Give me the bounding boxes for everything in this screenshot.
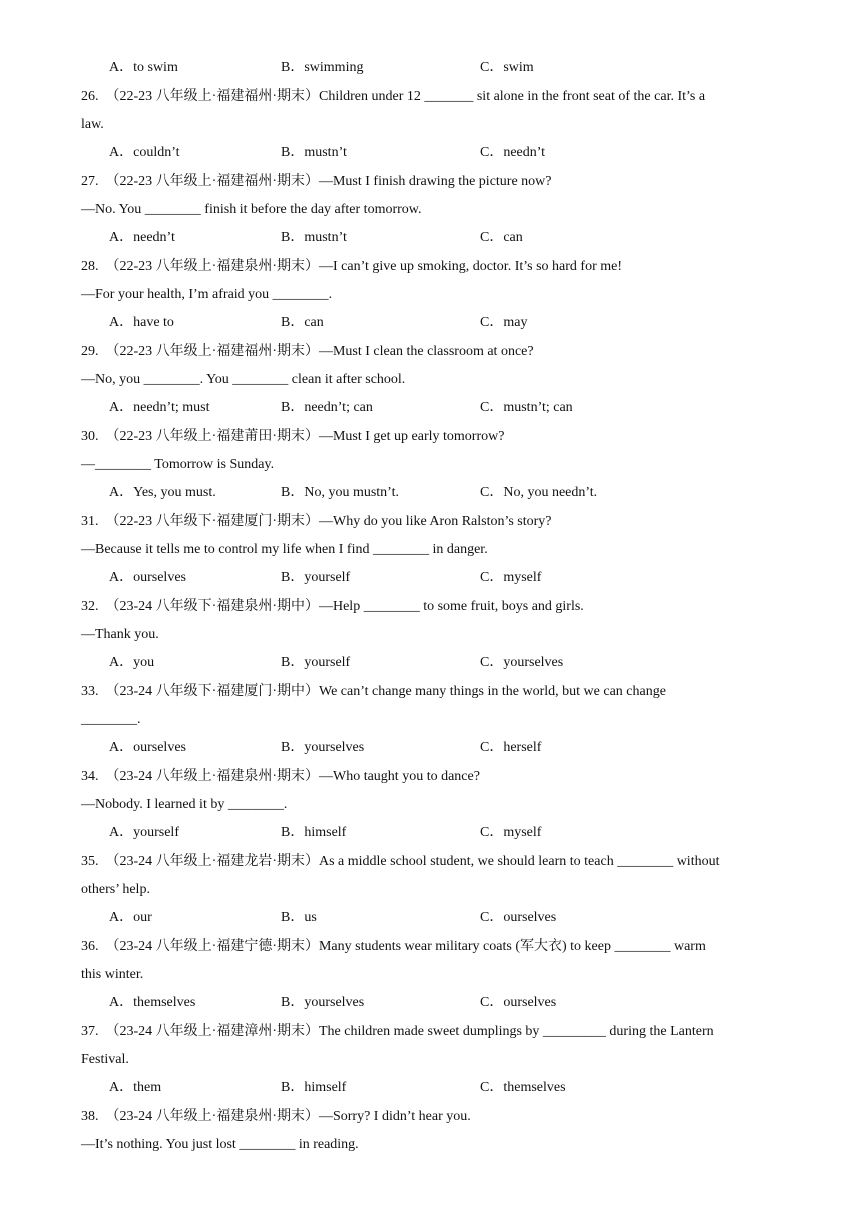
question-line: 30. （22-23 八年级上·福建莆田·期末）—Must I get up early tomorrow? bbox=[81, 429, 505, 444]
question-line: —No, you ________. You ________ clean it after school. bbox=[81, 372, 406, 387]
question-line: 33. （23-24 八年级下·福建厦门·期中）We can’t change many things in the world, but we can change bbox=[81, 684, 666, 699]
option-a: A．couldn’t bbox=[109, 145, 180, 160]
question-line: 37. （23-24 八年级上·福建漳州·期末）The children made sweet dumplings by _________ during the Lantern bbox=[81, 1024, 714, 1039]
option-b: B．yourself bbox=[281, 570, 351, 585]
option-a: A．our bbox=[109, 910, 152, 925]
question-line: ________. bbox=[81, 712, 141, 727]
option-a: A．needn’t bbox=[109, 230, 175, 245]
answer-options bbox=[109, 908, 789, 928]
option-b: B．swimming bbox=[281, 60, 364, 75]
question-line: —Nobody. I learned it by ________. bbox=[81, 797, 288, 812]
answer-options bbox=[109, 823, 789, 843]
option-a: A．you bbox=[109, 655, 155, 670]
answer-options bbox=[109, 313, 789, 333]
question-line: 32. （23-24 八年级下·福建泉州·期中）—Help ________ to some fruit, boys and girls. bbox=[81, 599, 584, 614]
question-line: 31. （22-23 八年级下·福建厦门·期末）—Why do you like Aron Ralston’s story? bbox=[81, 514, 552, 529]
question-line: 38. （23-24 八年级上·福建泉州·期末）—Sorry? I didn’t hear you. bbox=[81, 1109, 471, 1124]
option-b: B．yourself bbox=[281, 655, 351, 670]
question-line: —For your health, I’m afraid you ________. bbox=[81, 287, 333, 302]
question-line: 36. （23-24 八年级上·福建宁德·期末）Many students wear military coats (军大衣) to keep ________ warm bbox=[81, 939, 706, 954]
option-c: C．can bbox=[480, 230, 523, 245]
option-b: B．us bbox=[281, 910, 317, 925]
option-a: A．needn’t; must bbox=[109, 400, 210, 415]
question-line: 26. （22-23 八年级上·福建福州·期末）Children under 12 _______ sit alone in the front seat of the car. It’s a bbox=[81, 89, 706, 104]
answer-options bbox=[109, 58, 789, 78]
question-line: 29. （22-23 八年级上·福建福州·期末）—Must I clean the classroom at once? bbox=[81, 344, 534, 359]
answer-options bbox=[109, 738, 789, 758]
answer-options bbox=[109, 1078, 789, 1098]
option-b: B．yourselves bbox=[281, 995, 365, 1010]
question-line: 27. （22-23 八年级上·福建福州·期末）—Must I finish drawing the picture now? bbox=[81, 174, 552, 189]
option-b: B．can bbox=[281, 315, 324, 330]
option-b: B．mustn’t bbox=[281, 230, 347, 245]
option-c: C．ourselves bbox=[480, 910, 557, 925]
option-a: A．to swim bbox=[109, 60, 178, 75]
option-a: A．ourselves bbox=[109, 740, 186, 755]
option-b: B．No, you mustn’t. bbox=[281, 485, 399, 500]
option-a: A．yourself bbox=[109, 825, 179, 840]
option-c: C．herself bbox=[480, 740, 542, 755]
option-b: B．himself bbox=[281, 1080, 347, 1095]
question-line: 34. （23-24 八年级上·福建泉州·期末）—Who taught you to dance? bbox=[81, 769, 480, 784]
option-b: B．yourselves bbox=[281, 740, 365, 755]
question-line: —Thank you. bbox=[81, 627, 159, 642]
question-line: Festival. bbox=[81, 1052, 129, 1067]
option-a: A．have to bbox=[109, 315, 174, 330]
question-line: 35. （23-24 八年级上·福建龙岩·期末）As a middle school student, we should learn to teach ________ without bbox=[81, 854, 720, 869]
question-line: —No. You ________ finish it before the day after tomorrow. bbox=[81, 202, 422, 217]
option-a: A．them bbox=[109, 1080, 162, 1095]
answer-options bbox=[109, 993, 789, 1013]
option-c: C．mustn’t; can bbox=[480, 400, 573, 415]
option-c: C．themselves bbox=[480, 1080, 566, 1095]
option-a: A．ourselves bbox=[109, 570, 186, 585]
option-a: A．Yes, you must. bbox=[109, 485, 216, 500]
question-line: law. bbox=[81, 117, 104, 132]
option-c: C．swim bbox=[480, 60, 534, 75]
option-c: C．may bbox=[480, 315, 528, 330]
option-c: C．yourselves bbox=[480, 655, 564, 670]
option-c: C．No, you needn’t. bbox=[480, 485, 598, 500]
question-line: others’ help. bbox=[81, 882, 150, 897]
answer-options bbox=[109, 398, 789, 418]
option-c: C．myself bbox=[480, 570, 542, 585]
answer-options bbox=[109, 143, 789, 163]
option-c: C．needn’t bbox=[480, 145, 546, 160]
option-b: B．needn’t; can bbox=[281, 400, 373, 415]
answer-options bbox=[109, 228, 789, 248]
question-line: —It’s nothing. You just lost ________ in reading. bbox=[81, 1137, 359, 1152]
option-c: C．ourselves bbox=[480, 995, 557, 1010]
question-line: —Because it tells me to control my life when I find ________ in danger. bbox=[81, 542, 488, 557]
question-line: —________ Tomorrow is Sunday. bbox=[81, 457, 275, 472]
option-b: B．mustn’t bbox=[281, 145, 347, 160]
option-c: C．myself bbox=[480, 825, 542, 840]
option-b: B．himself bbox=[281, 825, 347, 840]
question-line: this winter. bbox=[81, 967, 144, 982]
answer-options bbox=[109, 568, 789, 588]
question-line: 28. （22-23 八年级上·福建泉州·期末）—I can’t give up smoking, doctor. It’s so hard for me! bbox=[81, 259, 623, 274]
option-a: A．themselves bbox=[109, 995, 196, 1010]
answer-options bbox=[109, 483, 789, 503]
answer-options bbox=[109, 653, 789, 673]
